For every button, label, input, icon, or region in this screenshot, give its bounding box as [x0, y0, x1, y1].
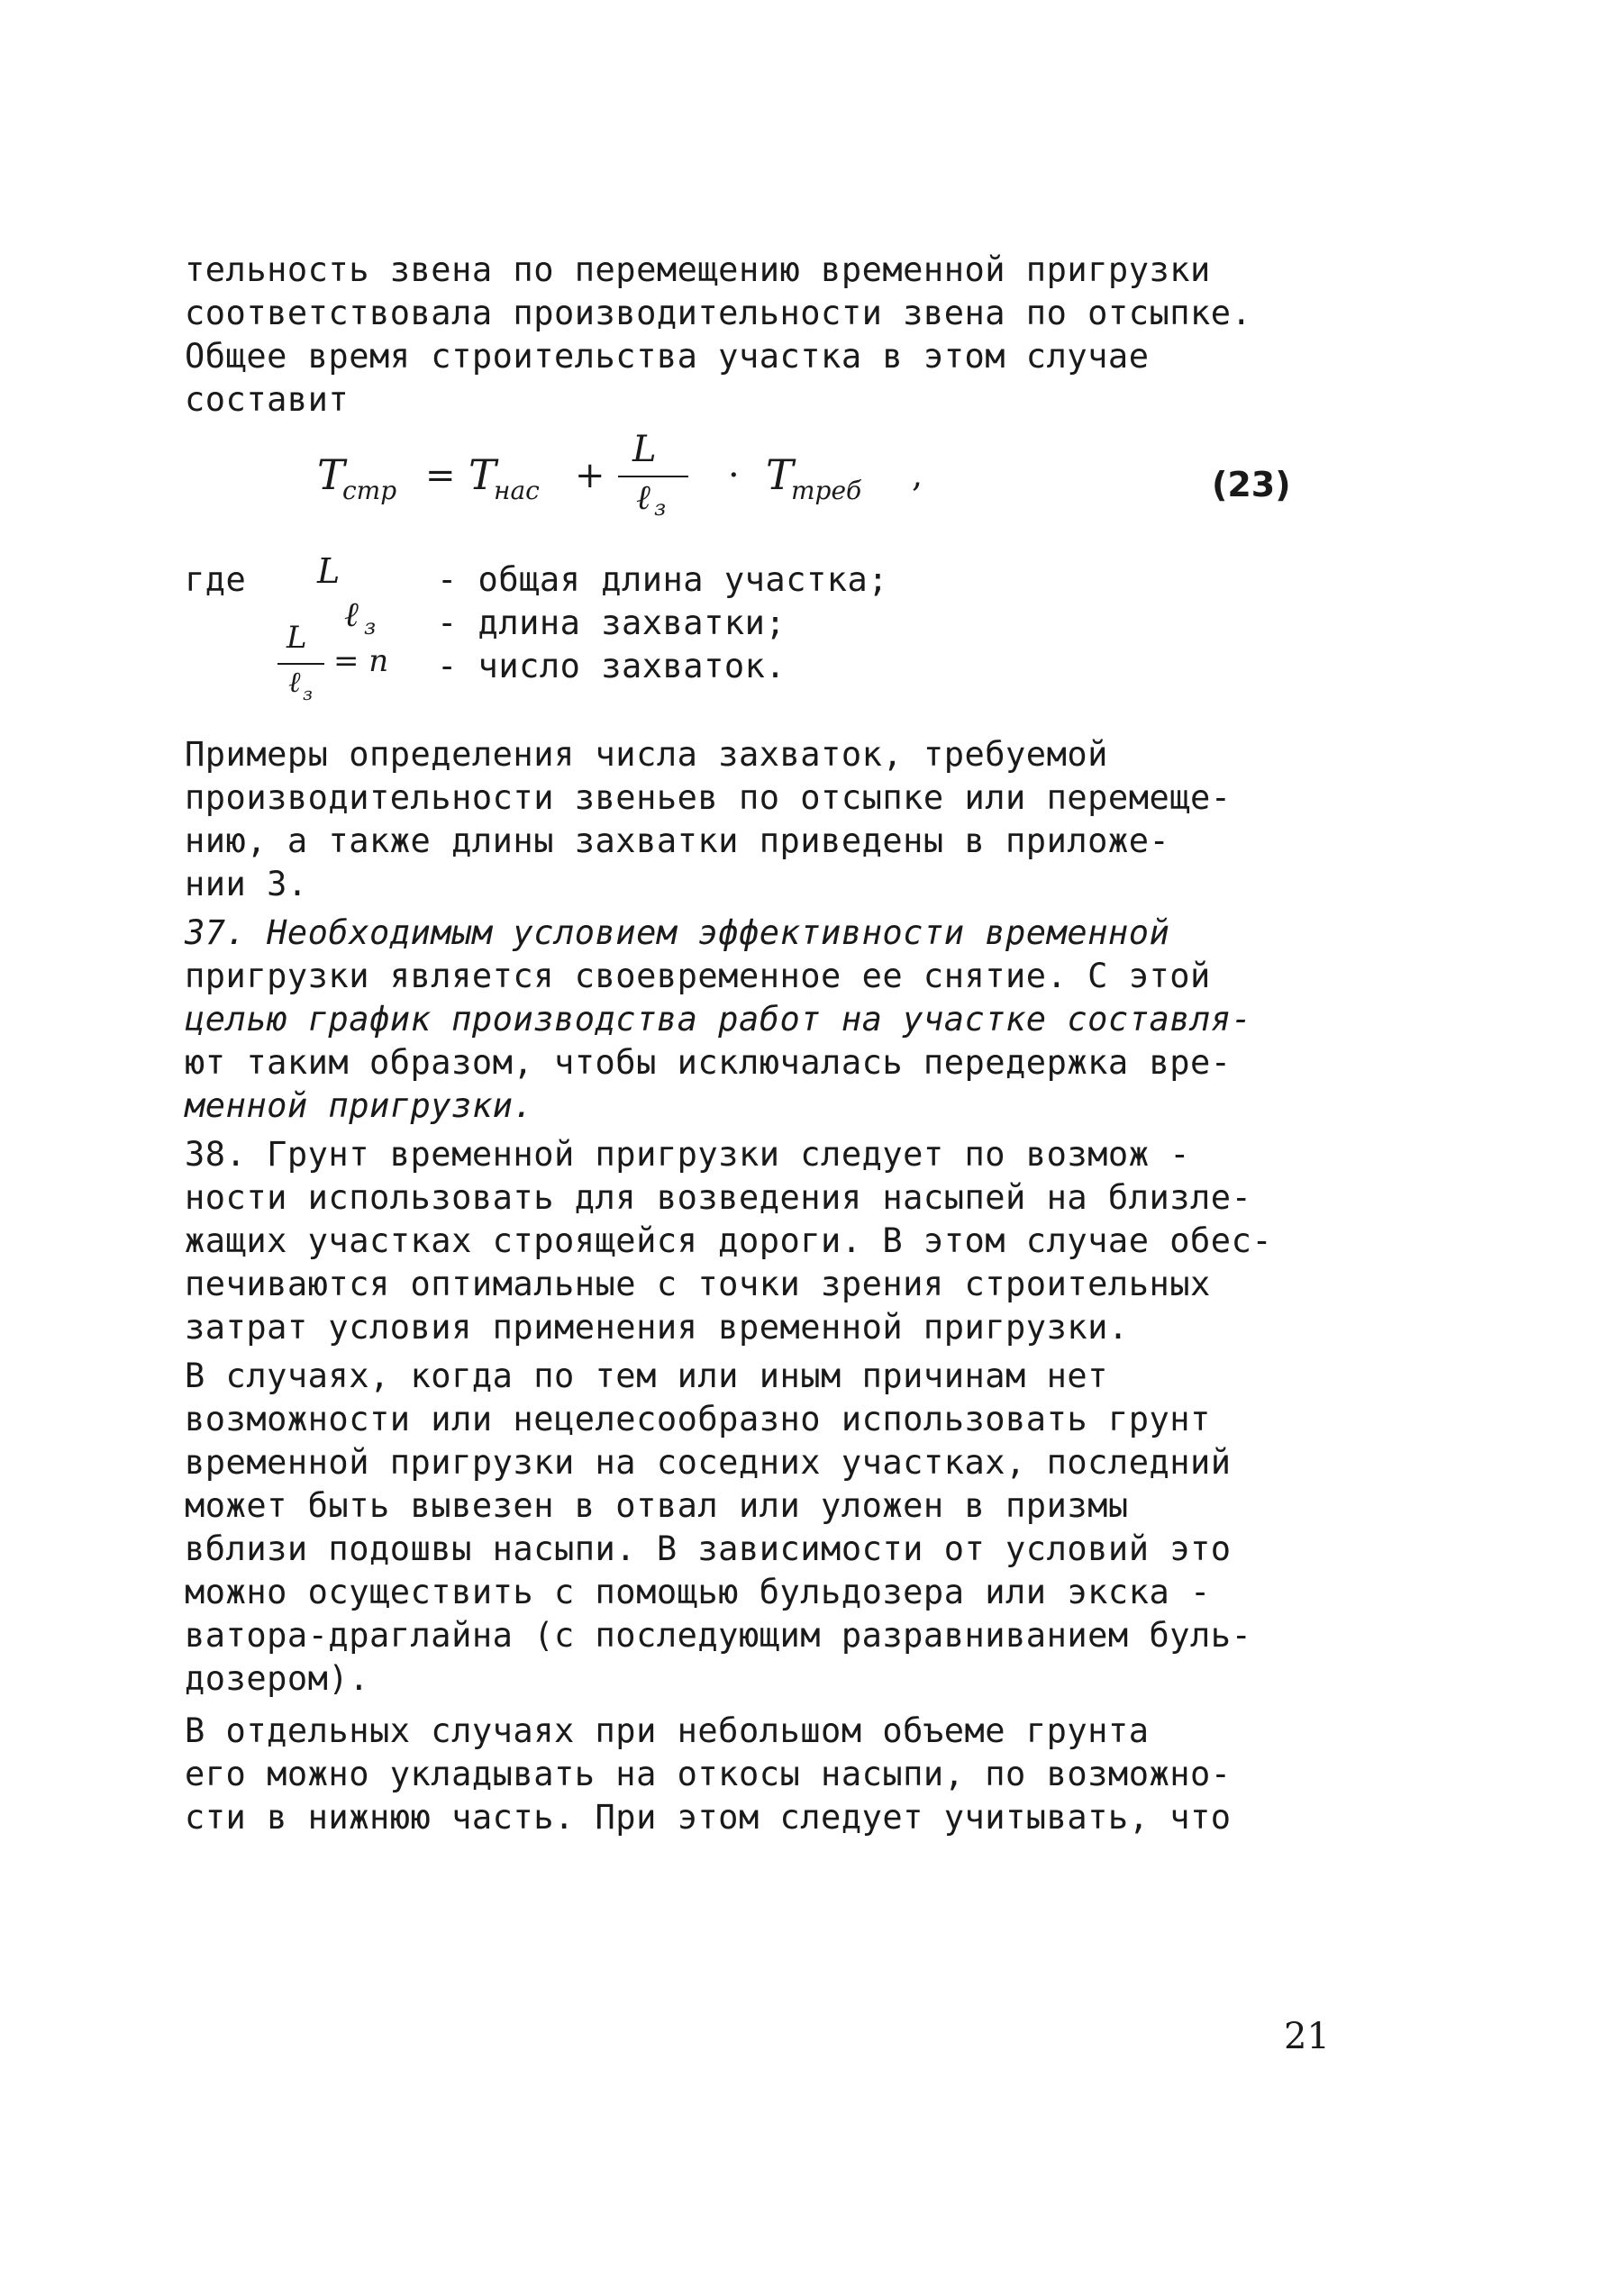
def-text-grip-length: - длина захватки; [437, 603, 787, 642]
text-line: сти в нижнюю часть. При этом следует учитывать, что [185, 1798, 1232, 1837]
text-line: его можно укладывать на откосы насыпи, по возможно- [185, 1755, 1232, 1793]
text-line: 38. Грунт временной пригрузки следует по возмож - [185, 1135, 1191, 1174]
text-line: В случаях, когда по тем или иным причинам нет [185, 1357, 1108, 1395]
text-line: печиваются оптимальные с точки зрения строительных [185, 1265, 1211, 1303]
def-frac-den: ℓ [288, 665, 301, 699]
text-line: производительности звеньев по отсыпке или перемеще- [185, 778, 1232, 817]
text-line: может быть вывезен в отвал или уложен в призмы [185, 1486, 1129, 1525]
def-frac-num: L [287, 620, 307, 656]
text-line: ватора-драглайна (с последующим разравниванием буль- [185, 1616, 1252, 1655]
text-line: целью график производства работ на участке составля- [185, 1000, 1252, 1039]
formula-comma: , [912, 455, 923, 495]
where-label: где [185, 560, 247, 599]
formula-term1: T [468, 450, 496, 499]
def-eq-n: = n [333, 643, 389, 679]
page-number: 21 [1284, 2016, 1330, 2057]
text-line: затрат условия применения временной пригрузки. [185, 1308, 1129, 1347]
formula-lhs-sub: стр [342, 476, 397, 505]
text-line: составит [185, 380, 350, 419]
def-text-grip-count: - число захваток. [437, 647, 787, 685]
def-text-total-length: - общая длина участка; [437, 560, 889, 599]
formula-plus: + [575, 455, 605, 496]
formula-term1-sub: нас [494, 476, 540, 505]
formula-term2-sub: треб [791, 476, 862, 505]
text-line: 37. Необходимым условием эффективности временной [185, 913, 1170, 952]
formula-frac-num: L [632, 429, 657, 470]
def-symbol-l: ℓ [344, 594, 359, 634]
text-line: временной пригрузки на соседних участках, последний [185, 1443, 1232, 1482]
formula-frac-den: ℓ [636, 477, 650, 517]
formula-frac-den-sub: з [654, 495, 667, 521]
text-line: ности использовать для возведения насыпей на близле- [185, 1178, 1252, 1217]
equation-number: (23) [1212, 465, 1291, 504]
fraction-bar [618, 476, 688, 477]
def-frac-den-sub: з [303, 683, 313, 704]
text-line: возможности или нецелесообразно использовать грунт [185, 1400, 1211, 1438]
text-line: нии 3. [185, 865, 308, 903]
def-symbol-L: L [317, 551, 341, 591]
text-line: соответствовала производительности звена по отсыпке. [185, 294, 1252, 332]
text-line: Примеры определения числа захваток, требуемой [185, 735, 1108, 774]
formula-equals: = [425, 455, 456, 496]
text-line: нию, а также длины захватки приведены в приложе- [185, 821, 1170, 860]
def-symbol-l-sub: з [364, 614, 377, 640]
def-fraction-bar [277, 663, 324, 665]
text-line: менной пригрузки. [185, 1086, 534, 1125]
text-line: можно осуществить с помощью бульдозера или экска - [185, 1573, 1211, 1611]
formula-term2: T [766, 450, 794, 499]
text-line: пригрузки является своевременное ее снятие. С этой [185, 957, 1211, 995]
formula-lhs: T [317, 450, 345, 499]
text-line: ют таким образом, чтобы исключалась передержка вре- [185, 1043, 1232, 1082]
text-line: тельность звена по перемещению временной пригрузки [185, 250, 1211, 289]
text-line: В отдельных случаях при небольшом объеме грунта [185, 1711, 1150, 1750]
text-line: дозером). [185, 1659, 369, 1698]
text-line: жащих участках строящейся дороги. В этом случае обес- [185, 1221, 1273, 1260]
text-line: вблизи подошвы насыпи. В зависимости от условий это [185, 1529, 1232, 1568]
formula-dot: · [728, 455, 740, 496]
text-line: Общее время строительства участка в этом случае [185, 337, 1150, 376]
